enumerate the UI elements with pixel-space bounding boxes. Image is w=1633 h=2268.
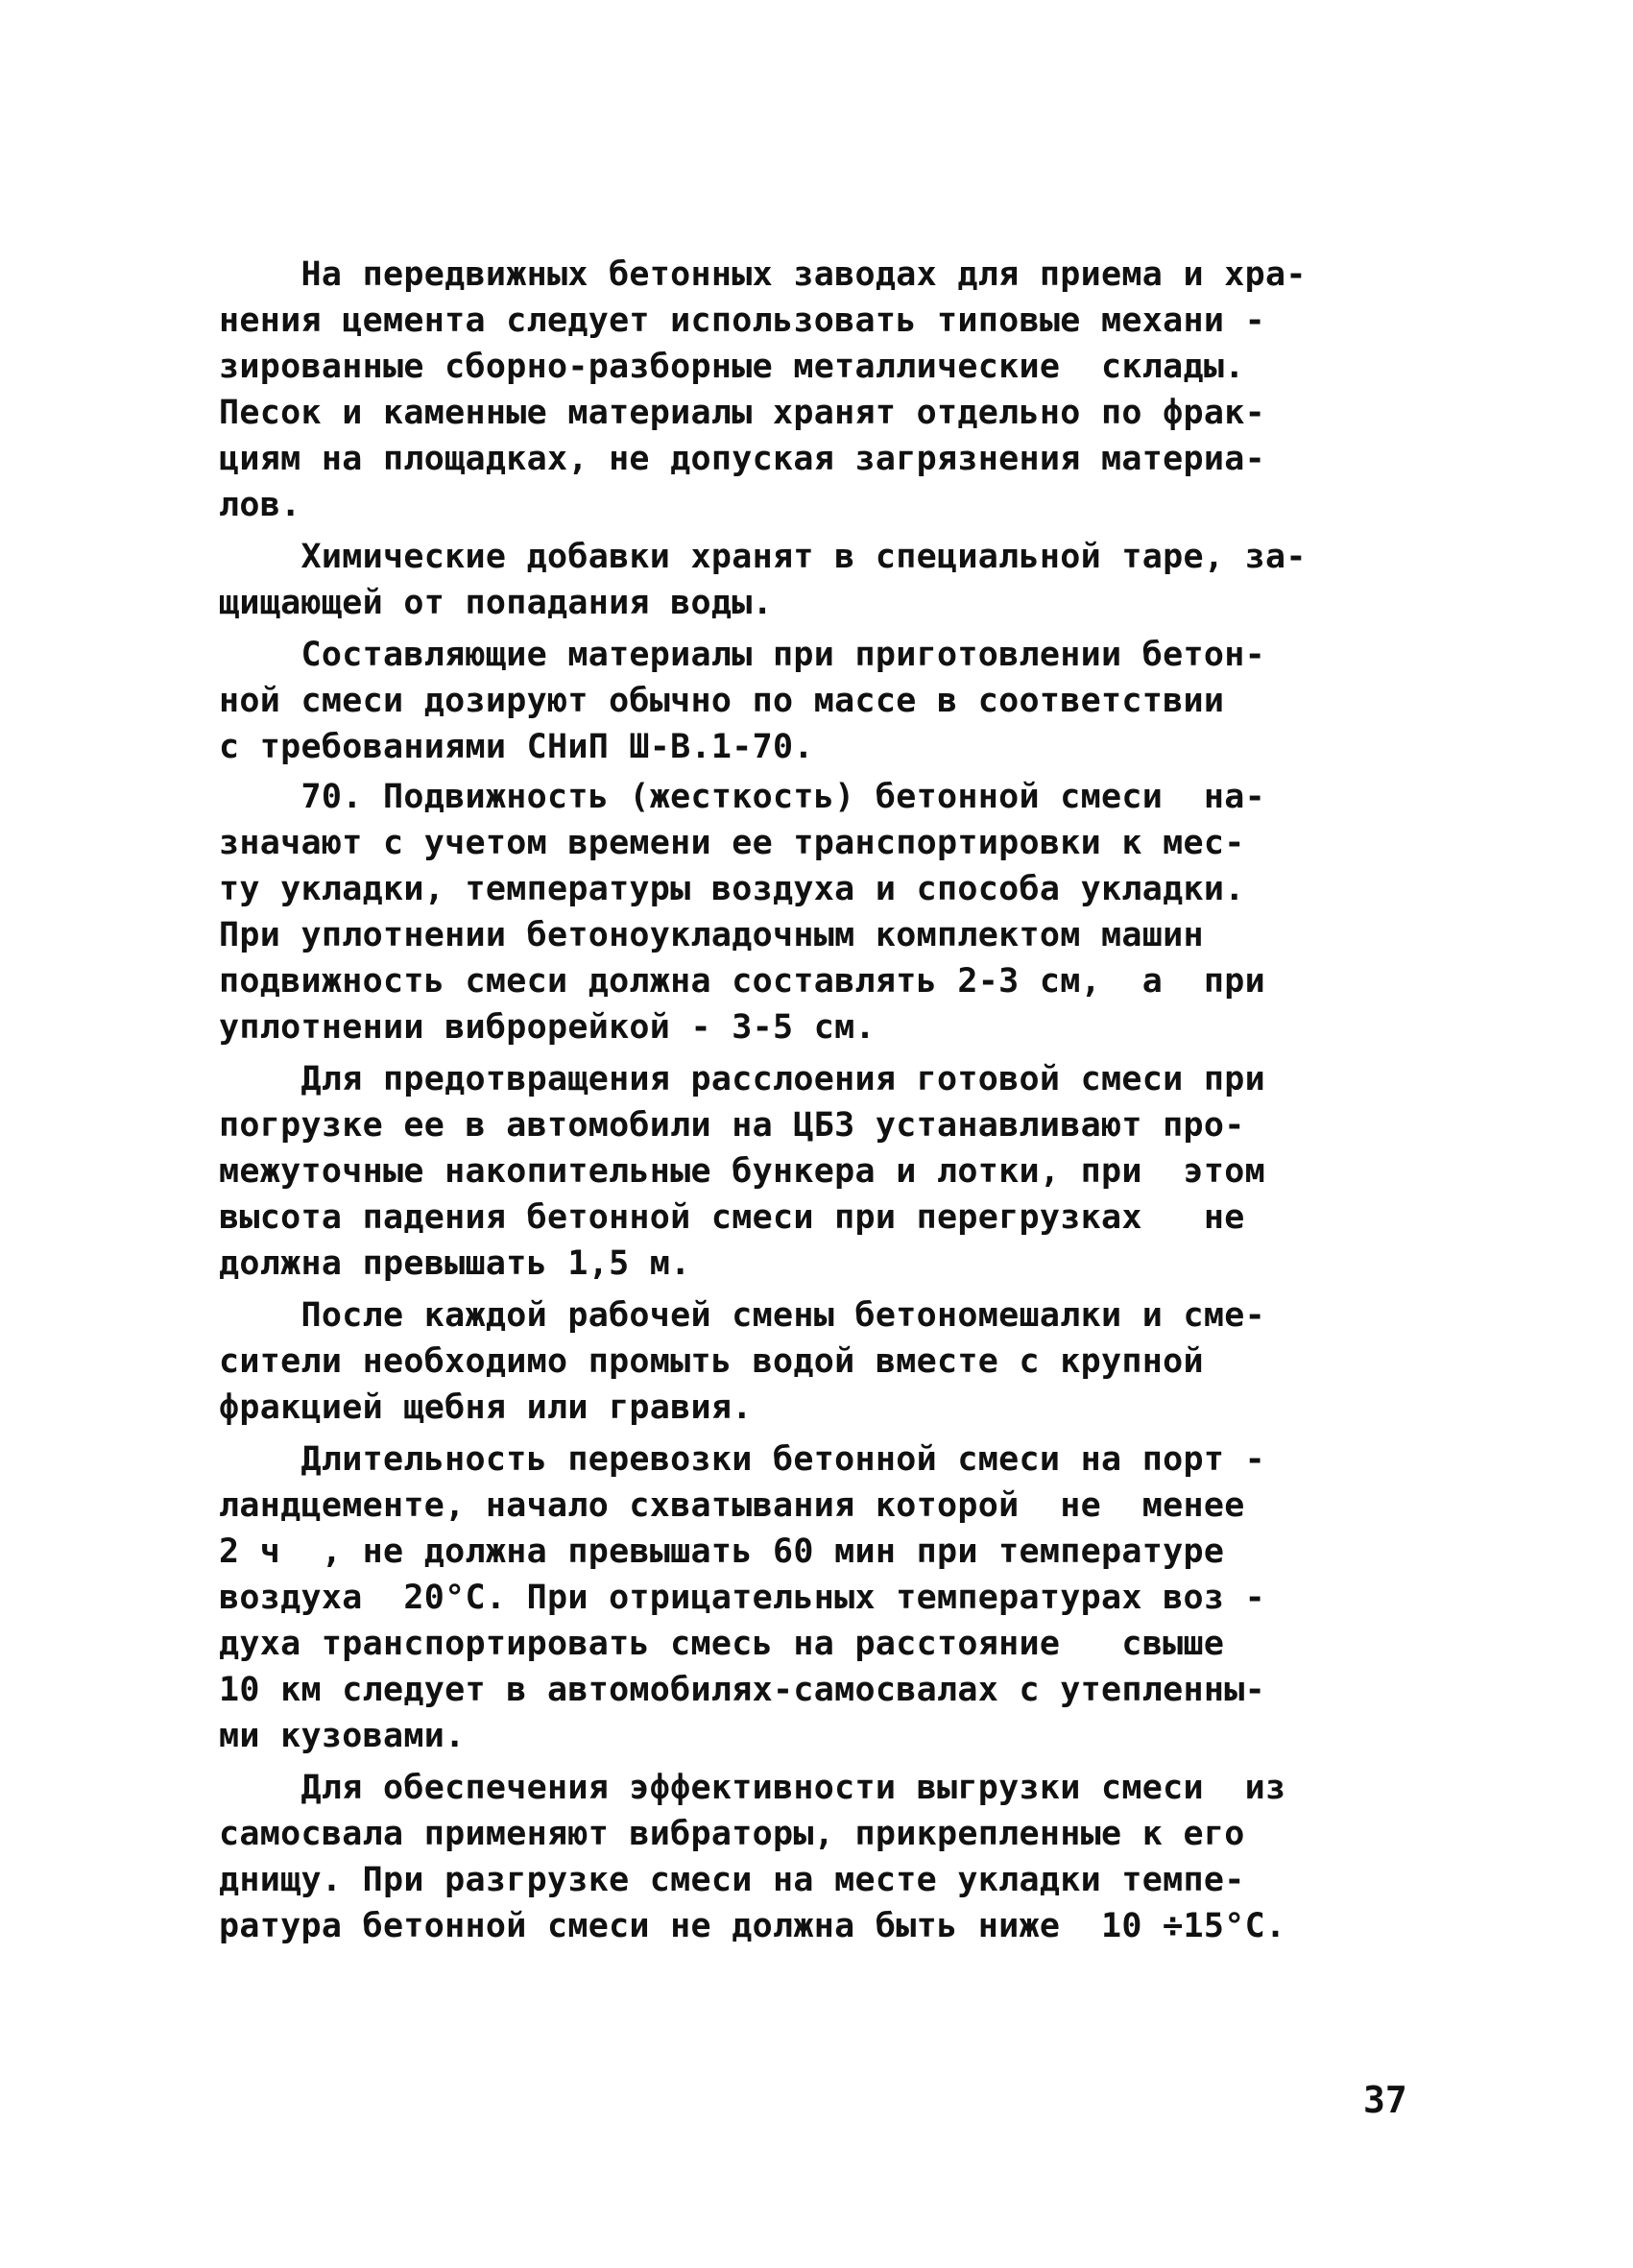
text-line: Составляющие материалы при приготовлении бетон- (219, 636, 1265, 674)
text-line: значают с учетом времени ее транспортировки к мес- (219, 824, 1245, 862)
text-line: щищающей от попадания воды. (219, 584, 774, 622)
text-line: ми кузовами. (219, 1717, 466, 1755)
text-line: духа транспортировать смесь на расстояние свыше (219, 1625, 1225, 1663)
text-line: ратура бетонной смеси не должна быть ниже 10 ÷15°С. (219, 1907, 1286, 1945)
text-line: циям на площадках, не допуская загрязнения материа- (219, 440, 1265, 478)
text-line: уплотнении виброрейкой - 3-5 см. (219, 1008, 876, 1047)
text-line: подвижность смеси должна составлять 2-3 см, а при (219, 962, 1265, 1001)
text-line: погрузке ее в автомобили на ЦБЗ устанавливают про- (219, 1106, 1245, 1145)
text-line: фракцией щебня или гравия. (219, 1388, 753, 1427)
text-line: При уплотнении бетоноукладочным комплектом машин (219, 916, 1204, 954)
text-line: На передвижных бетонных заводах для приема и хра- (219, 255, 1307, 294)
text-line: Химические добавки хранят в специальной таре, за- (219, 538, 1307, 576)
text-line: 10 км следует в автомобилях-самосвалах с утепленны- (219, 1671, 1265, 1709)
text-line: Длительность перевозки бетонной смеси на порт - (219, 1440, 1265, 1479)
text-line: нения цемента следует использовать типовые механи - (219, 302, 1265, 340)
text-line: должна превышать 1,5 м. (219, 1244, 691, 1283)
text-line: ной смеси дозируют обычно по массе в соответствии (219, 682, 1225, 720)
page-number: 37 (1363, 2079, 1407, 2121)
text-line: 2 ч , не должна превышать 60 мин при температуре (219, 1532, 1225, 1571)
text-line: зированные сборно-разборные металлические склады. (219, 348, 1245, 386)
text-line: воздуха 20°С. При отрицательных температурах воз - (219, 1579, 1265, 1617)
text-line: днищу. При разгрузке смеси на месте укладки темпе- (219, 1861, 1245, 1899)
text-line: Для обеспечения эффективности выгрузки смеси из (219, 1769, 1286, 1807)
text-line: После каждой рабочей смены бетономешалки и сме- (219, 1296, 1265, 1335)
text-line: самосвала применяют вибраторы, прикрепленные к его (219, 1815, 1245, 1853)
text-line: сители необходимо промыть водой вместе с крупной (219, 1342, 1204, 1381)
text-line: лов. (219, 486, 301, 524)
text-line: ландцементе, начало схватывания которой не менее (219, 1486, 1245, 1525)
text-line: Песок и каменные материалы хранят отдельно по фрак- (219, 394, 1265, 432)
text-line: межуточные накопительные бункера и лотки, при этом (219, 1152, 1265, 1191)
text-line: с требованиями СНиП Ш-В.1-70. (219, 728, 814, 766)
text-line: 70. Подвижность (жесткость) бетонной смеси на- (219, 778, 1265, 816)
text-line: Для предотвращения расслоения готовой смеси при (219, 1060, 1265, 1098)
text-line: ту укладки, температуры воздуха и способа укладки. (219, 870, 1245, 908)
text-line: высота падения бетонной смеси при перегрузках не (219, 1198, 1245, 1237)
